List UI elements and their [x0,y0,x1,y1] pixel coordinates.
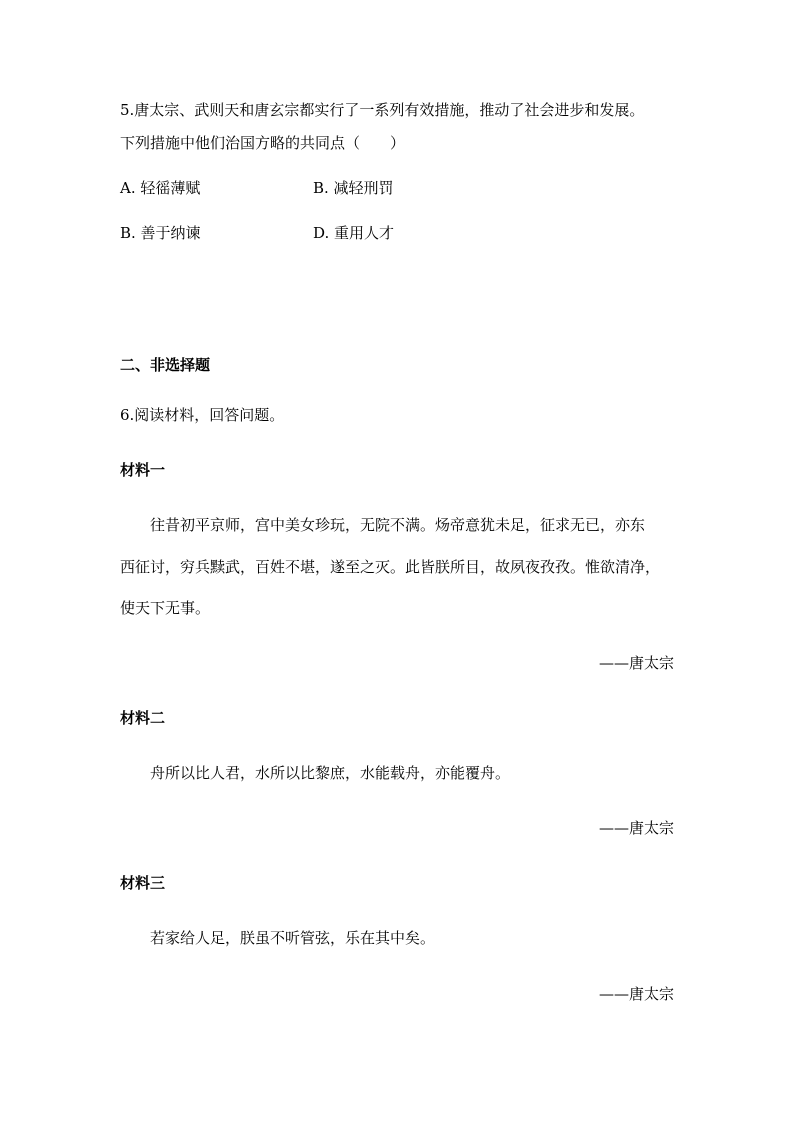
material-2-title: 材料二 [120,709,166,727]
material-1-line-1: 往昔初平京师，宫中美女珍玩，无院不满。炀帝意犹未足，征求无已，亦东 [150,516,646,534]
option-c: B. 善于纳谏 [120,224,201,242]
material-3-title: 材料三 [120,874,166,892]
material-3-line-1: 若家给人足，朕虽不听管弦，乐在其中矣。 [150,929,436,947]
material-1-attribution: ——唐太宗 [598,654,674,672]
option-d: D. 重用人才 [313,224,395,242]
section-heading: 二、非选择题 [120,356,211,374]
material-1-line-3: 使天下无事。 [120,599,211,617]
material-3-attribution: ——唐太宗 [598,985,674,1003]
option-b: B. 减轻刑罚 [313,179,394,197]
question-6-prompt: 6.阅读材料，回答问题。 [120,406,285,424]
question-5-stem-line-2: 下列措施中他们治国方略的共同点（ ） [120,134,406,152]
question-5-stem-line-1: 5.唐太宗、武则天和唐玄宗都实行了一系列有效措施，推动了社会进步和发展。 [120,101,645,119]
material-1-title: 材料一 [120,461,166,479]
material-1-line-2: 西征讨，穷兵黩武，百姓不堪，遂至之灭。此皆朕所目，故夙夜孜孜。惟欲清净， [120,558,661,576]
option-a: A. 轻徭薄赋 [120,179,201,197]
material-2-attribution: ——唐太宗 [598,819,674,837]
material-2-line-1: 舟所以比人君，水所以比黎庶，水能载舟，亦能覆舟。 [150,764,511,782]
